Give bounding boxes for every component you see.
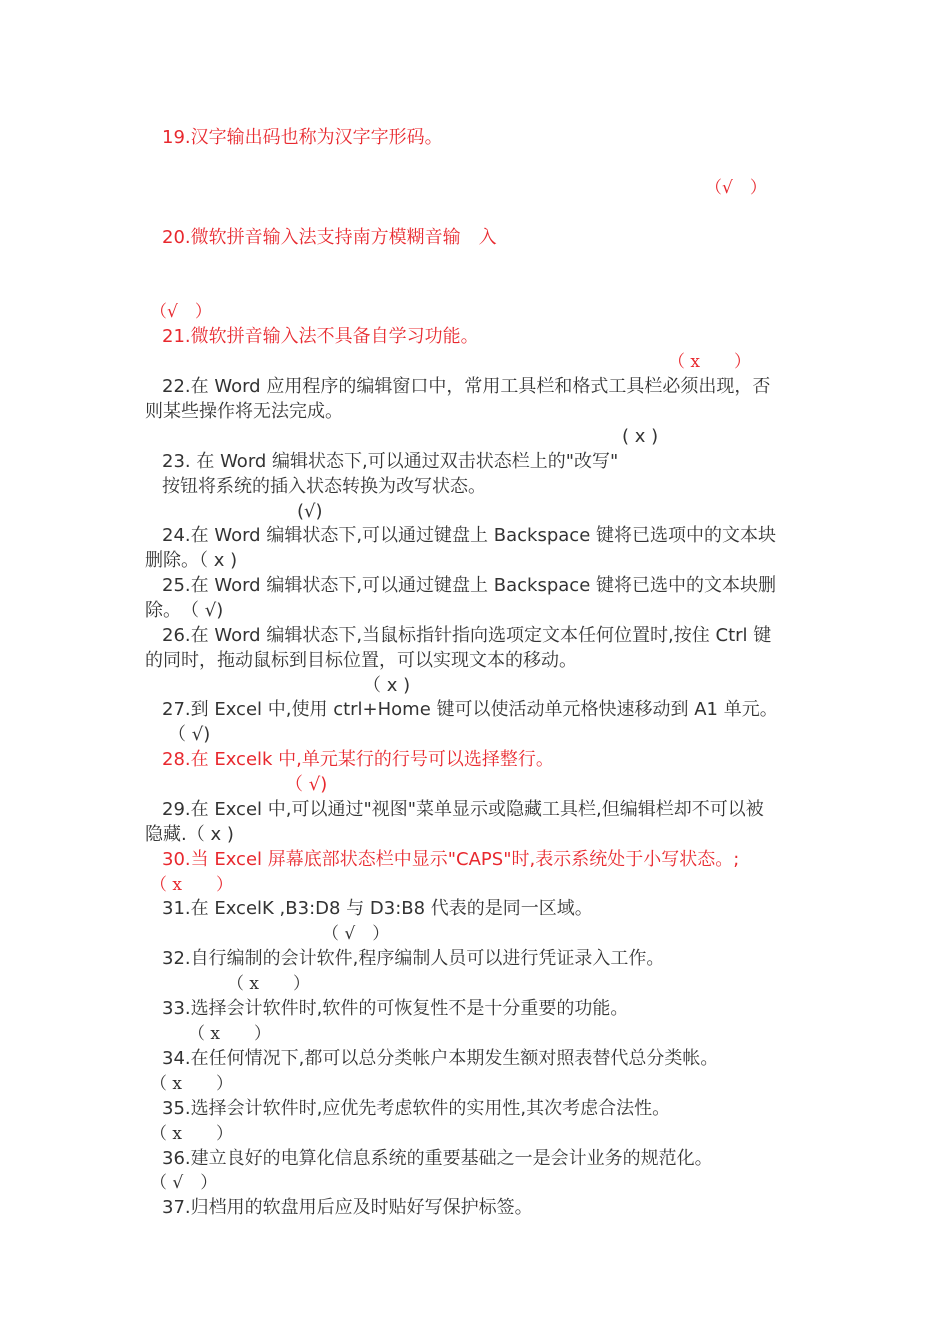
question-21: 21.微软拼音输入法不具备自学习功能。: [162, 326, 479, 347]
answer-34: （ x ）: [150, 1074, 233, 1094]
question-30: 30.当 Excel 屏幕底部状态栏中显示"CAPS"时,表示系统处于小写状态。;: [162, 849, 740, 870]
answer-19: （√ ）: [705, 178, 767, 198]
answer-28: （ √): [285, 774, 328, 795]
question-29-line2: 隐藏.（ x ): [145, 824, 234, 845]
question-36: 36.建立良好的电算化信息系统的重要基础之一是会计业务的规范化。: [162, 1148, 713, 1169]
answer-33: （ x ）: [188, 1024, 271, 1044]
question-24-line1: 24.在 Word 编辑状态下,可以通过键盘上 Backspace 键将已选项中的文本块: [162, 525, 777, 546]
question-19: 19.汉字输出码也称为汉字字形码。: [162, 127, 443, 148]
answer-30: （ x ）: [150, 875, 233, 895]
question-24-line2: 删除。（ x ): [145, 550, 238, 571]
question-31: 31.在 ExcelK ,B3:D8 与 D3:B8 代表的是同一区域。: [162, 898, 593, 919]
answer-27: （ √): [168, 724, 211, 745]
question-23-line2: 按钮将系统的插入状态转换为改写状态。: [162, 476, 486, 497]
answer-21: （ x ）: [668, 352, 751, 372]
question-28: 28.在 Excelk 中,单元某行的行号可以选择整行。: [162, 749, 554, 770]
question-27: 27.到 Excel 中,使用 ctrl+Home 键可以使活动单元格快速移动到 A1 单元。: [162, 699, 778, 720]
question-32: 32.自行编制的会计软件,程序编制人员可以进行凭证录入工作。: [162, 948, 665, 969]
answer-36: （ √ ）: [150, 1173, 218, 1193]
question-37: 37.归档用的软盘用后应及时贴好写保护标签。: [162, 1197, 533, 1218]
question-29-line1: 29.在 Excel 中,可以通过"视图"菜单显示或隐藏工具栏,但编辑栏却不可以被: [162, 799, 764, 820]
question-22-line1: 22.在 Word 应用程序的编辑窗口中，常用工具栏和格式工具栏必须出现，否: [162, 376, 771, 397]
answer-22: ( x ): [622, 426, 659, 447]
answer-32: （ x ）: [227, 974, 310, 994]
answer-31: （ √ ）: [322, 924, 390, 944]
question-22-line2: 则某些操作将无法完成。: [145, 401, 343, 422]
question-33: 33.选择会计软件时,软件的可恢复性不是十分重要的功能。: [162, 998, 629, 1019]
question-26-line2: 的同时，拖动鼠标到目标位置，可以实现文本的移动。: [145, 650, 577, 671]
question-23-line1: 23. 在 Word 编辑状态下,可以通过双击状态栏上的"改写": [162, 451, 619, 472]
question-25-line2: 除。 （ √): [145, 600, 224, 621]
question-20: 20.微软拼音输入法支持南方模糊音输 入: [162, 227, 497, 248]
question-25-line1: 25.在 Word 编辑状态下,可以通过键盘上 Backspace 键将已选中的文本块删: [162, 575, 777, 596]
answer-23: (√): [297, 501, 323, 522]
answer-26: （ x ): [363, 675, 411, 696]
question-34: 34.在任何情况下,都可以总分类帐户本期发生额对照表替代总分类帐。: [162, 1048, 719, 1069]
answer-20: （√ ）: [150, 302, 212, 322]
question-26-line1: 26.在 Word 编辑状态下,当鼠标指针指向选项定文本任何位置时,按住 Ctrl 键: [162, 625, 772, 646]
question-35: 35.选择会计软件时,应优先考虑软件的实用性,其次考虑合法性。: [162, 1098, 671, 1119]
answer-35: （ x ）: [150, 1124, 233, 1144]
